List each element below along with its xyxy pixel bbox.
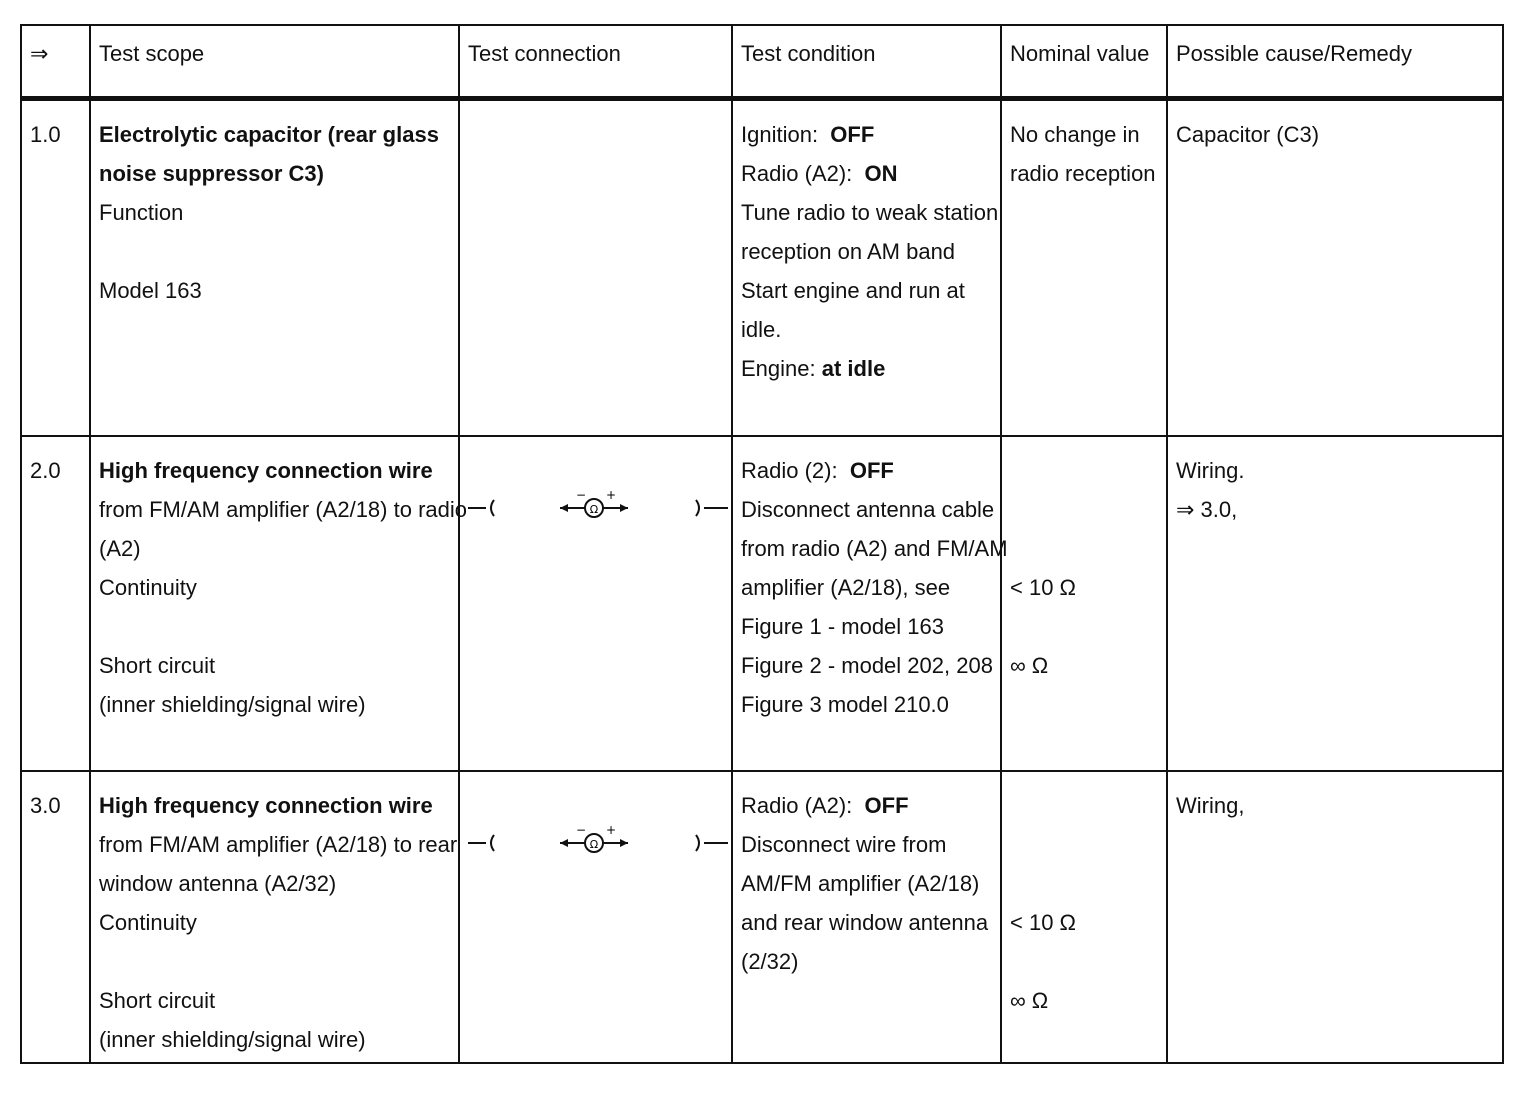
scope-function: Function: [99, 200, 184, 225]
test-connection-cell: [459, 99, 732, 436]
header-nominal-value: Nominal value: [1001, 26, 1167, 99]
remedy-text: Wiring.: [1176, 457, 1245, 483]
scope-text: (inner shielding/signal wire): [99, 1026, 366, 1052]
row-number: 3.0: [30, 792, 61, 818]
condition-label: Engine:: [741, 356, 816, 381]
condition-text: Disconnect wire from: [741, 831, 947, 857]
condition-value: OFF: [849, 457, 894, 483]
condition-text: reception on AM band: [741, 239, 956, 264]
condition-value: OFF: [864, 792, 909, 818]
test-table: [22, 26, 1502, 1062]
svg-text:−: −: [576, 822, 587, 837]
ohmmeter-icon: [468, 786, 728, 866]
nominal-short-circuit: ∞ Ω: [1010, 987, 1049, 1013]
scope-title: High frequency connection wire: [99, 457, 433, 483]
nominal-value-cell: [1001, 771, 1167, 1063]
condition-text: Start engine and run at: [741, 278, 965, 303]
header-cause-remedy: Possible cause/Remedy: [1167, 26, 1502, 99]
table-row: [22, 436, 1502, 771]
condition-text: amplifier (A2/18), see: [741, 574, 951, 600]
condition-value: at idle: [821, 356, 886, 381]
scope-text: (inner shielding/signal wire): [99, 691, 366, 717]
remedy-cell: [1167, 771, 1502, 1063]
remedy-cell: [1167, 99, 1502, 436]
condition-label: Radio (2):: [741, 457, 838, 483]
condition-text: (2/32): [741, 948, 799, 974]
header-test-scope: Test scope: [90, 26, 459, 99]
condition-text: Figure 2 - model 202, 208: [741, 652, 993, 678]
condition-label: Ignition:: [741, 122, 819, 147]
header-row: [22, 26, 1502, 99]
test-condition-cell: [732, 99, 1001, 436]
test-scope-cell: [90, 99, 459, 436]
condition-text: Disconnect antenna cable: [741, 496, 995, 522]
remedy-text: Wiring,: [1176, 792, 1245, 818]
condition-text: Tune radio to weak station: [741, 200, 999, 225]
test-scope-cell: [90, 771, 459, 1063]
ohmmeter-icon: [468, 451, 728, 531]
nominal-value-cell: [1001, 99, 1167, 436]
scope-text: from FM/AM amplifier (A2/18) to rear: [99, 831, 458, 857]
scope-title: Electrolytic capacitor (rear glass: [99, 122, 439, 147]
condition-text: Figure 1 - model 163: [741, 613, 944, 639]
svg-text:Ω: Ω: [589, 837, 599, 851]
header-arrow: ⇒: [22, 26, 90, 99]
test-connection-cell: [459, 436, 732, 771]
scope-text: window antenna (A2/32): [99, 870, 337, 896]
scope-text: (A2): [99, 535, 141, 561]
header-test-connection: Test connection: [459, 26, 732, 99]
scope-continuity: Continuity: [99, 574, 197, 600]
nominal-value: radio reception: [1010, 161, 1156, 186]
condition-value: OFF: [830, 122, 875, 147]
condition-text: idle.: [741, 317, 782, 342]
nominal-short-circuit: ∞ Ω: [1010, 652, 1049, 678]
test-condition-cell: [732, 771, 1001, 1063]
test-table-sheet: [20, 24, 1504, 1064]
remedy-text: Capacitor (C3): [1176, 122, 1320, 147]
scope-model: Model 163: [99, 278, 202, 303]
condition-text: and rear window antenna: [741, 909, 989, 935]
test-condition-cell: [732, 436, 1008, 771]
nominal-value: No change in: [1010, 122, 1140, 147]
nominal-continuity: < 10 Ω: [1010, 909, 1076, 935]
scope-continuity: Continuity: [99, 909, 197, 935]
test-connection-cell: [459, 771, 732, 1063]
svg-text:Ω: Ω: [589, 502, 599, 516]
row-number: 1.0: [22, 99, 90, 436]
scope-text: from FM/AM amplifier (A2/18) to radio: [99, 496, 467, 522]
nominal-continuity: < 10 Ω: [1010, 574, 1076, 600]
condition-text: AM/FM amplifier (A2/18): [741, 870, 980, 896]
remedy-cell: [1167, 436, 1502, 771]
table-row: [22, 99, 1502, 436]
svg-text:−: −: [576, 487, 587, 502]
scope-title: High frequency connection wire: [99, 792, 433, 818]
condition-text: from radio (A2) and FM/AM: [741, 535, 1008, 561]
scope-title-cont: noise suppressor C3): [99, 161, 324, 186]
nominal-value-cell: [1001, 436, 1167, 771]
test-scope-cell: [90, 436, 467, 771]
row-number: 2.0: [22, 436, 90, 771]
condition-label: Radio (A2):: [741, 161, 853, 186]
remedy-link: ⇒ 3.0,: [1176, 496, 1238, 522]
table-row: [22, 771, 1502, 1063]
svg-text:+: +: [606, 487, 617, 502]
condition-value: ON: [864, 161, 898, 186]
condition-label: Radio (A2):: [741, 792, 853, 818]
condition-text: Figure 3 model 210.0: [741, 691, 949, 717]
scope-short-circuit: Short circuit: [99, 987, 216, 1013]
svg-text:+: +: [606, 822, 617, 837]
header-test-condition: Test condition: [732, 26, 1001, 99]
scope-short-circuit: Short circuit: [99, 652, 216, 678]
